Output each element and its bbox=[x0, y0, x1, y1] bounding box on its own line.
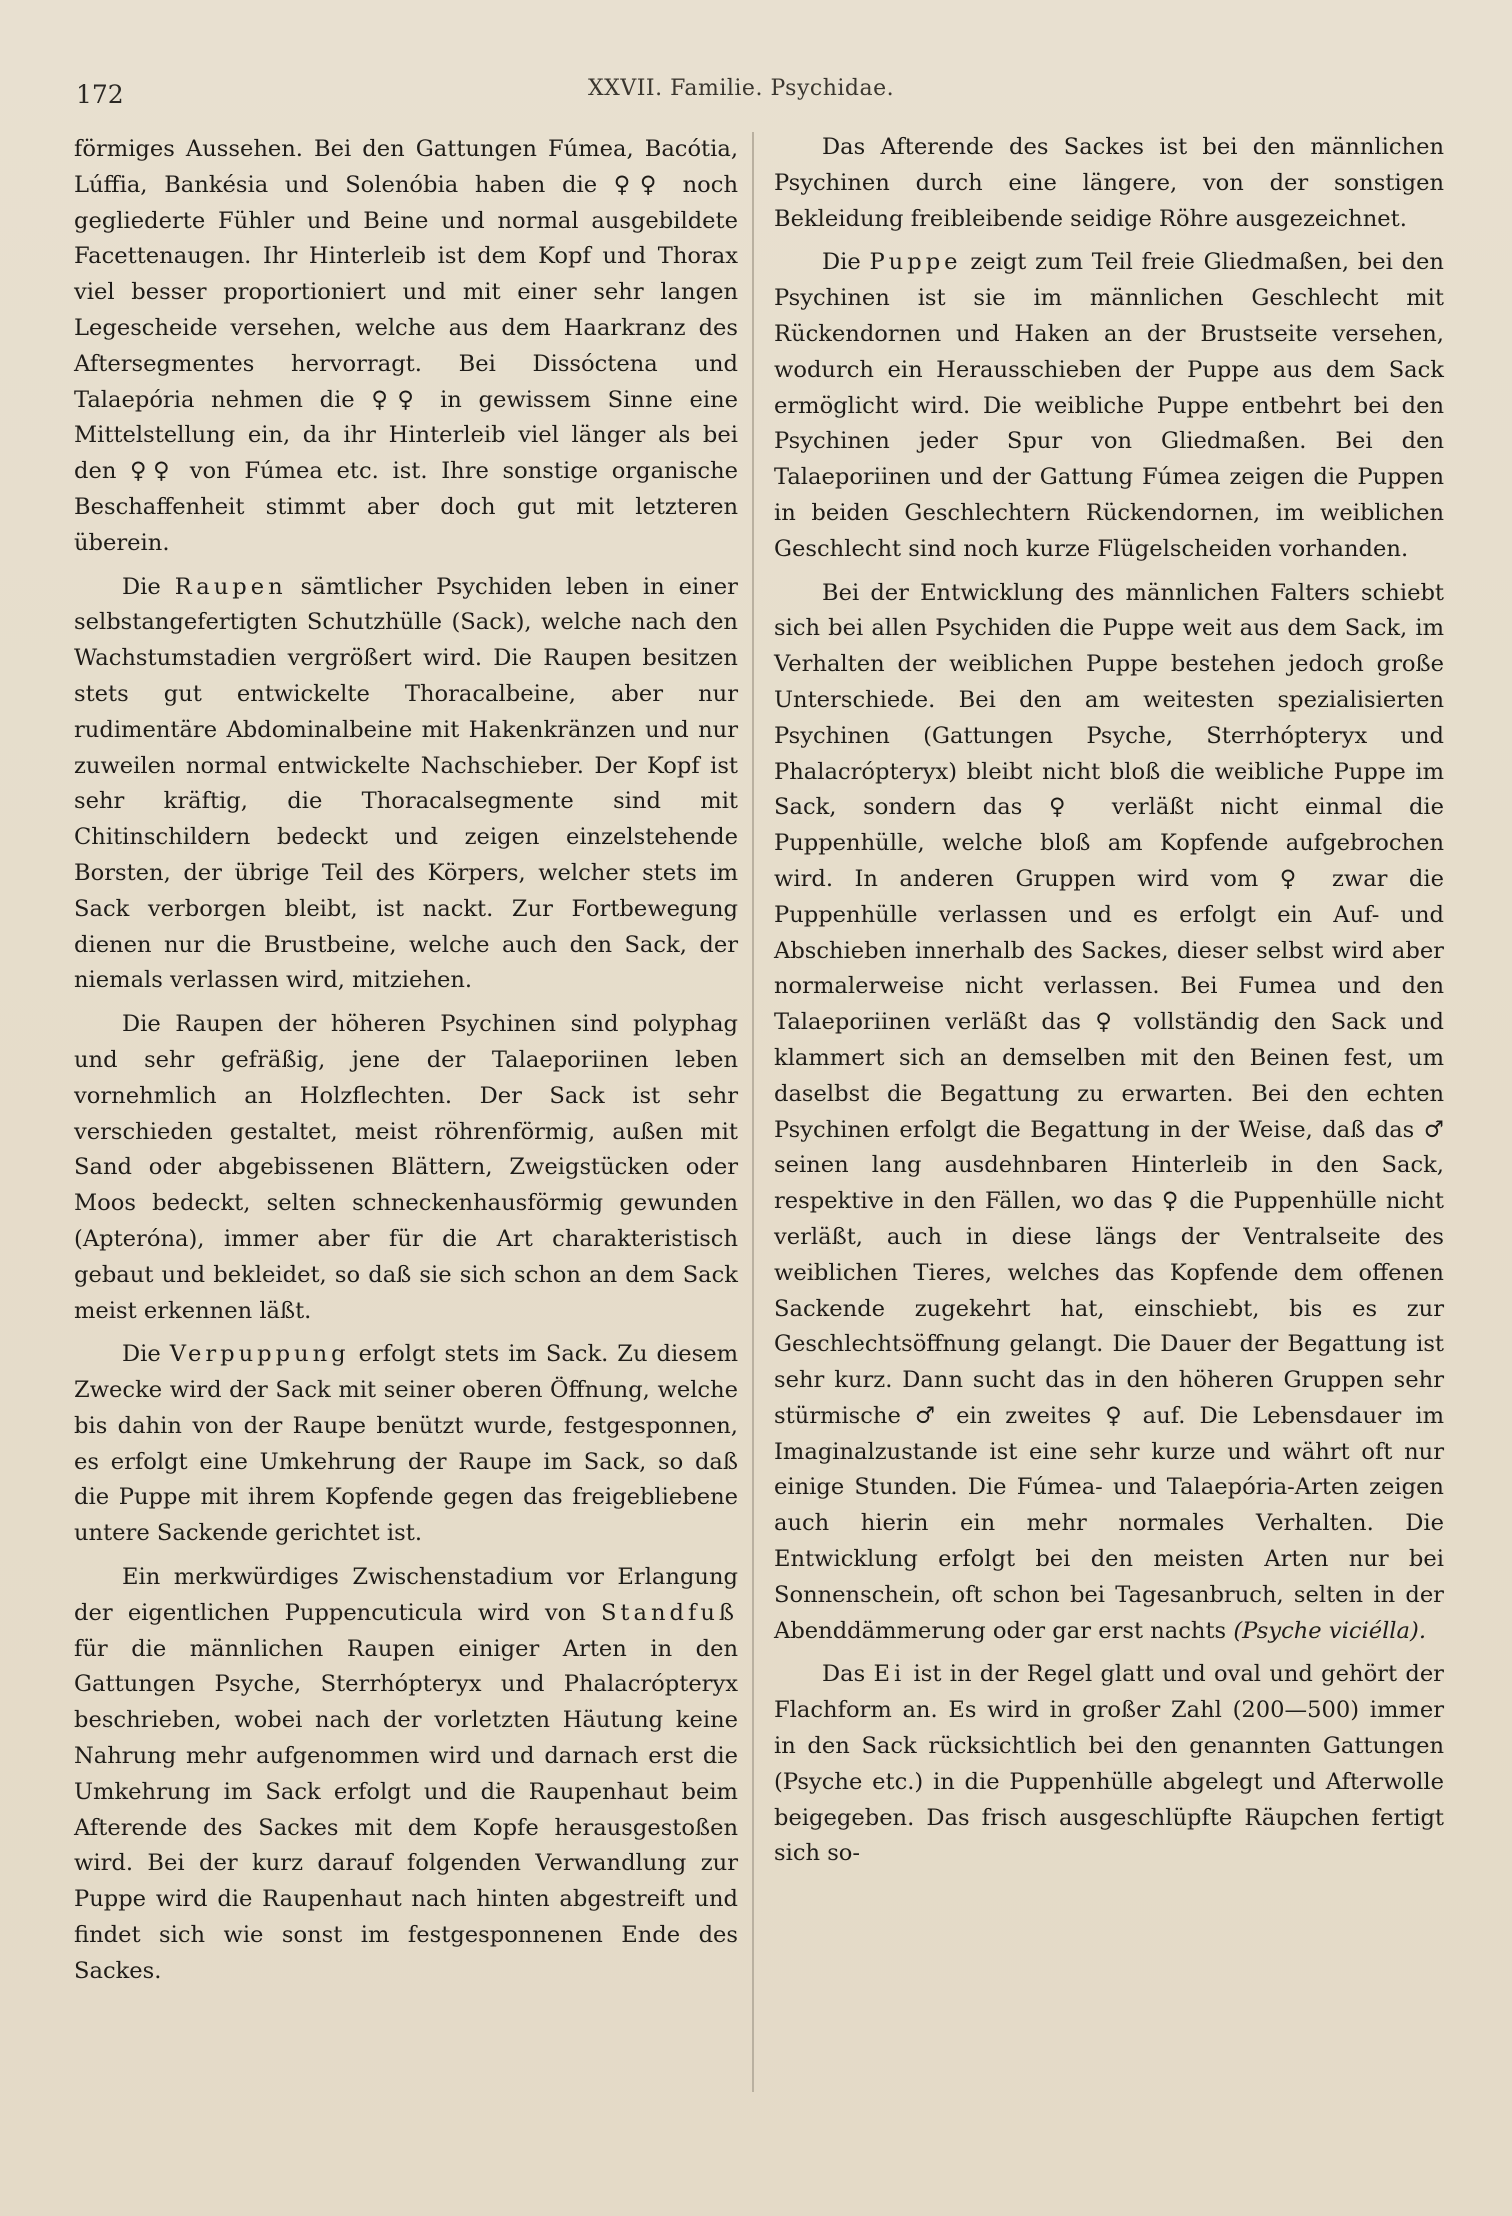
paragraph-afterende: Das Afterende des Sackes ist bei den männlichen Psychinen durch eine längere, von der sonstigen Bekleidung freibleibende seidige Röhre ausgezeichnet. bbox=[774, 134, 1444, 232]
paragraph-body: Bei der Entwicklung des männlichen Falters schiebt sich bei allen Psychiden die Puppe weit aus dem Sack, im Verhalten der weiblichen Puppe bestehen jedoch große Unterschiede. Bei den am weitesten spezialisierten Psychinen (Gattungen Psyche, Sterrhópteryx und Phalacrópteryx) bleibt nicht bloß die weibliche Puppe im Sack, sondern das ♀ verläßt nicht einmal die Puppenhülle, welche bloß am Kopfende aufgebrochen wird. In anderen Gruppen wird vom ♀ zwar die Puppenhülle verlassen und es erfolgt ein Auf- und Abschieben innerhalb des Sackes, dieser selbst wird aber normalerweise nicht verlassen. Bei Fumea und den Talaeporiinen verläßt das ♀ vollständig den Sack und klammert sich an demselben mit den Beinen fest, um daselbst die Begattung zu erwarten. Bei den echten Psychinen erfolgt die Begattung in der Weise, daß das ♂ seinen lang ausdehnbaren Hinterleib in den Sack, respektive in den Fällen, wo das ♀ die Puppenhülle nicht verläßt, auch in diese längs der Ventralseite des weiblichen Tieres, welches das Kopfende dem offenen Sackende zugekehrt hat, einschiebt, bis es zur Geschlechtsöffnung gelangt. Die Dauer der Begattung ist sehr kurz. Dann sucht das in den höheren Gruppen sehr stürmische ♂ ein zweites ♀ auf. Die Lebensdauer im Imaginalzustande ist eine sehr kurze und währt oft nur einige Stunden. Die Fúmea- und Talaepória-Arten zeigen auch hierin ein mehr normales Verhalten. Die Entwicklung erfolgt bei den meisten Arten nur bei Sonnenschein, oft schon bei Tagesanbruch, selten in der Abenddämmerung oder gar erst nachts bbox=[774, 579, 1444, 1644]
left-column bbox=[74, 132, 738, 1990]
paragraph-puppe bbox=[774, 245, 1444, 567]
paragraph-lead: Die bbox=[122, 1341, 170, 1368]
species-name-psyche-viciella: (Psyche viciélla). bbox=[1233, 1617, 1426, 1644]
paragraph-lead: Das bbox=[822, 1661, 874, 1688]
keyword-ei: Ei bbox=[873, 1661, 906, 1688]
keyword-standfuss: Standfuß bbox=[600, 1599, 738, 1626]
paragraph-lead: Die bbox=[822, 249, 870, 276]
paragraph-body: für die männlichen Raupen einiger Arten in den Gattungen Psyche, Sterrhópteryx und Phalacrópteryx beschrieben, wobei nach der vorletzten Häutung keine Nahrung mehr aufgenommen wird und darnach erst die Umkehrung im Sack erfolgt und die Raupenhaut beim Afterende des Sackes mit dem Kopfe herausgestoßen wird. Bei der kurz darauf folgenden Verwandlung zur Puppe wird die Raupenhaut nach hinten abgestreift und findet sich wie sonst im festgesponnenen Ende des Sackes. bbox=[74, 1635, 738, 1984]
paragraph-psychinen-raupen: Die Raupen der höheren Psychinen sind polyphag und sehr gefräßig, jene der Talaeporiinen leben vornehmlich an Holzflechten. Der Sack ist sehr verschieden gestaltet, meist röhrenförmig, außen mit Sand oder abgebissenen Blättern, Zweigstücken oder Moos bedeckt, selten schneckenhausförmig gewunden (Apteróna), immer aber für die Art charakteristisch gebaut und bekleidet, so daß sie sich schon an dem Sack meist erkennen läßt. bbox=[74, 1011, 738, 1324]
paragraph-body: ist in der Regel glatt und oval und gehört der Flachform an. Es wird in großer Zahl (200—500) immer in den Sack rücksichtlich bei den genannten Gattungen (Psyche etc.) in die Puppenhülle abgelegt und Afterwolle beigegeben. Das frisch ausgeschlüpfte Räupchen fertigt sich so- bbox=[774, 1661, 1444, 1867]
paragraph-body: erfolgt stets im Sack. Zu diesem Zwecke wird der Sack mit seiner oberen Öffnung, welche bis dahin von der Raupe benützt wurde, festgesponnen, es erfolgt eine Umkehrung der Raupe im Sack, so daß die Puppe mit ihrem Kopfende gegen das freigebliebene untere Sackende gerichtet ist. bbox=[74, 1341, 738, 1547]
right-column bbox=[774, 130, 1444, 1872]
keyword-puppe: Puppe bbox=[869, 249, 962, 276]
paragraph-verpuppung bbox=[74, 1337, 738, 1552]
paragraph-ei bbox=[774, 1657, 1444, 1872]
paragraph-body: zeigt zum Teil freie Gliedmaßen, bei den Psychinen ist sie im männlichen Geschlecht mit Rückendornen und Haken an der Brustseite versehen, wodurch ein Herausschieben der Puppe aus dem Sack ermöglicht wird. Die weibliche Puppe entbehrt bei den Psychinen jeder Spur von Gliedmaßen. Bei den Talaeporiinen und der Gattung Fúmea zeigen die Puppen in beiden Geschlechtern Rückendornen, im weiblichen Geschlecht sind noch kurze Flügelscheiden vorhanden. bbox=[774, 249, 1444, 562]
paragraph-lead: Ein merkwürdiges Zwischenstadium vor Erlangung der eigentlichen Puppencuticula wird von bbox=[74, 1564, 738, 1626]
keyword-verpuppung: Verpuppung bbox=[169, 1341, 350, 1368]
paragraph-zwischenstadium bbox=[74, 1560, 738, 1990]
paragraph-raupen bbox=[74, 570, 738, 1000]
page-number: 172 bbox=[76, 80, 124, 109]
running-head: XXVII. Familie. Psychidae. bbox=[588, 76, 895, 101]
paragraph-female-anatomy: förmiges Aussehen. Bei den Gattungen Fúmea, Bacótia, Lúffia, Bankésia und Solenóbia haben die ♀♀ noch gegliederte Fühler und Beine und normal ausgebildete Facettenaugen. Ihr Hinterleib ist dem Kopf und Thorax viel besser proportioniert und mit einer sehr langen Legescheide versehen, welche aus dem Haarkranz des Aftersegmentes hervorragt. Bei Dissóctena und Talaepória nehmen die ♀♀ in gewissem Sinne eine Mittelstellung ein, da ihr Hinterleib viel länger als bei den ♀♀ von Fúmea etc. ist. Ihre sonstige organische Beschaffenheit stimmt aber doch gut mit letzteren überein. bbox=[74, 136, 738, 556]
column-divider bbox=[752, 132, 754, 2092]
keyword-raupen: Raupen bbox=[174, 573, 287, 600]
paragraph-body: sämtlicher Psychiden leben in einer selbstangefertigten Schutzhülle (Sack), welche nach den Wachstumstadien vergrößert wird. Die Raupen besitzen stets gut entwickelte Thoracalbeine, aber nur rudimentäre Abdominalbeine mit Hakenkränzen und nur zuweilen normal entwickelte Nachschieber. Der Kopf ist sehr kräftig, die Thoracalsegmente sind mit Chitinschildern bedeckt und zeigen einzelstehende Borsten, der übrige Teil des Körpers, welcher stets im Sack verborgen bleibt, ist nackt. Zur Fortbewegung dienen nur die Brustbeine, welche auch den Sack, der niemals verlassen wird, mitziehen. bbox=[74, 573, 738, 994]
paragraph-lead: Die bbox=[122, 573, 175, 600]
paragraph-entwicklung bbox=[774, 576, 1444, 1650]
